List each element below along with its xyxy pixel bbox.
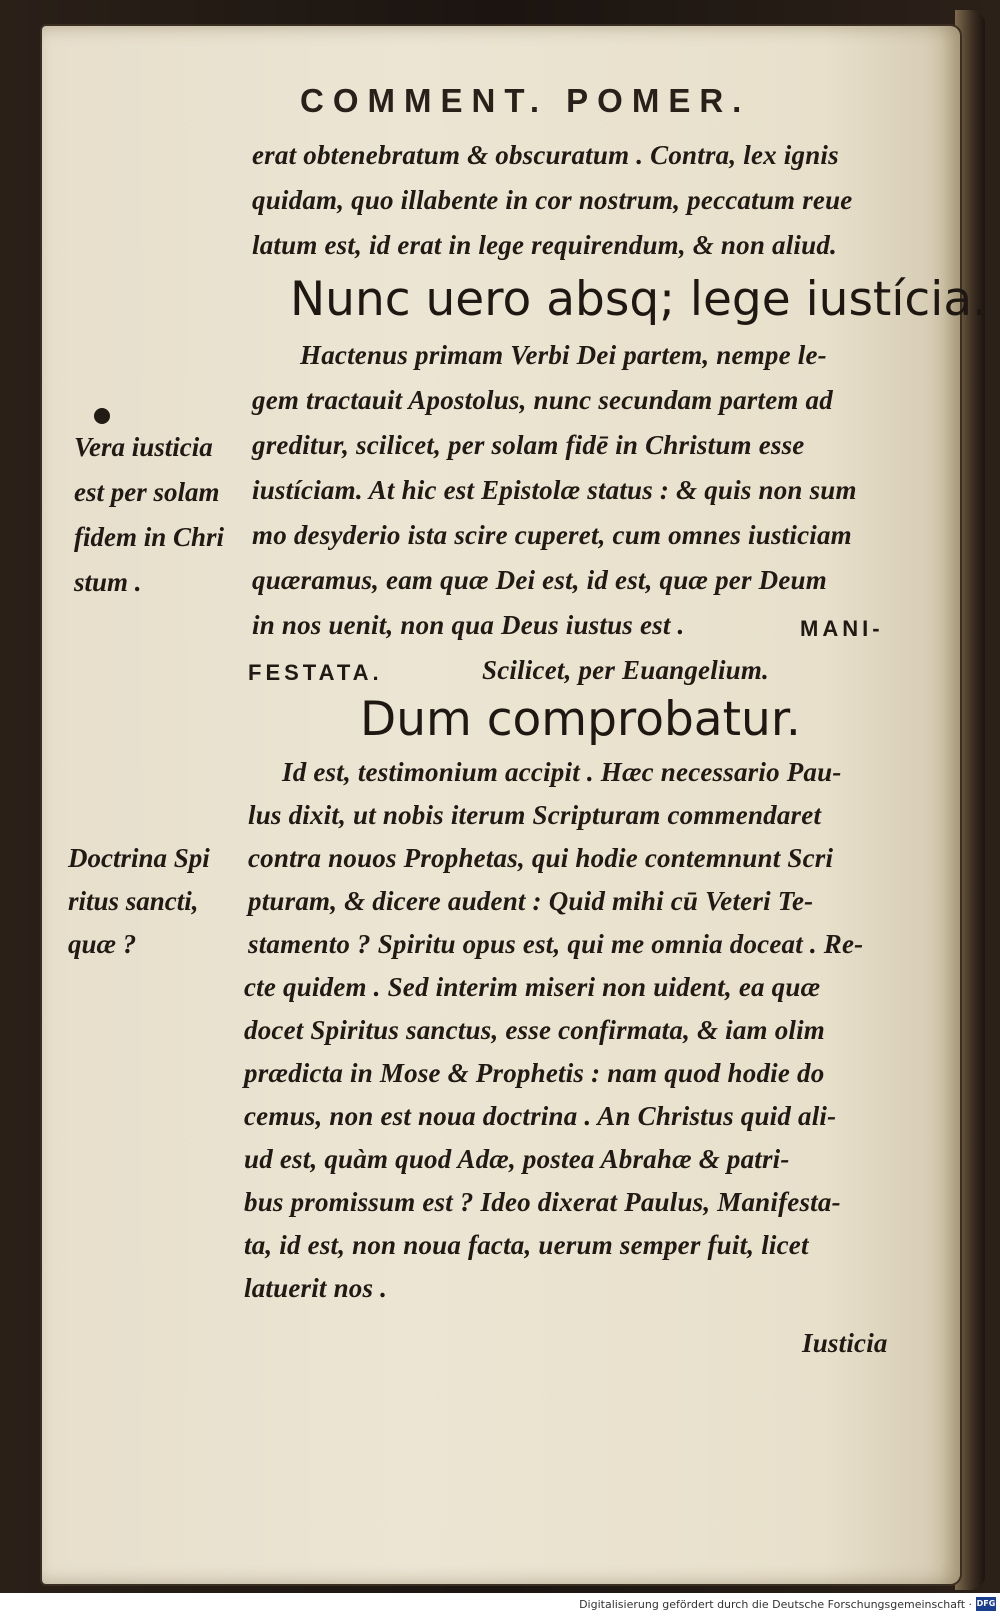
footer-credit: Digitalisierung gefördert durch die Deutsche Forschungsgemeinschaft · [579,1598,972,1611]
margin-note-line: Doctrina Spi [68,843,210,873]
text-line: iustíciam. At hic est Epistolæ status : & quis non sum [252,475,857,505]
margin-note-line: Vera iusticia [74,432,213,462]
text-line: gem tractauit Apostolus, nunc secundam partem ad [252,385,833,415]
text-line: Id est, testimonium accipit . Hæc necessario Pau- [282,757,842,787]
text-line: cemus, non est noua doctrina . An Christus quid ali- [244,1101,837,1131]
text-line: bus promissum est ? Ideo dixerat Paulus, Manifesta- [244,1187,841,1217]
text-line: greditur, scilicet, per solam fidē in Christum esse [252,430,805,460]
digitization-footer [0,1593,1000,1617]
margin-note-line: ritus sancti, [68,886,199,916]
text-line: ta, id est, non noua facta, uerum semper fuit, licet [244,1230,809,1260]
text-line: lus dixit, ut nobis iterum Scripturam commendaret [248,800,822,830]
rubric-heading: Dum comprobatur. [360,692,801,747]
margin-note-line: est per solam [74,477,220,507]
text-line: quæramus, eam quæ Dei est, id est, quæ per Deum [252,565,827,595]
text-line: Hactenus primam Verbi Dei partem, nempe le- [300,340,827,370]
text-line: erat obtenebratum & obscuratum . Contra, lex ignis [252,140,839,170]
text-line: stamento ? Spiritu opus est, qui me omnia doceat . Re- [248,929,864,959]
text-line: latuerit nos . [244,1273,388,1303]
text-line: ud est, quàm quod Adæ, postea Abrahæ & patri- [244,1144,790,1174]
catchword: Iusticia [802,1328,888,1358]
margin-note-line: stum . [74,567,142,597]
text-line: mo desyderio ista scire cuperet, cum omnes iusticiam [252,520,852,550]
text-line: latum est, id erat in lege requirendum, & non aliud. [252,230,837,260]
dfg-logo-icon: DFG [976,1597,996,1611]
running-head: COMMENT. POMER. [300,82,751,119]
text-line: Scilicet, per Euangelium. [482,655,770,685]
margin-marker-icon [94,408,110,424]
rubric-heading: Nunc uero absq; lege iustícia. [290,272,988,327]
text-line: pturam, & dicere audent : Quid mihi cū Veteri Te- [248,886,814,916]
text-line: contra nouos Prophetas, qui hodie contemnunt Scri [248,843,834,873]
text-line: in nos uenit, non qua Deus iustus est . [252,610,685,640]
text-line: docet Spiritus sanctus, esse confirmata, & iam olim [244,1015,825,1045]
text-line: quidam, quo illabente in cor nostrum, peccatum reue [252,185,853,215]
margin-note-line: fidem in Chri [74,522,225,552]
text-line: FESTATA. [248,660,383,685]
text-line: MANI- [800,616,884,641]
text-line: prædicta in Mose & Prophetis : nam quod hodie do [244,1058,825,1088]
text-line: cte quidem . Sed interim miseri non uident, ea quæ [244,972,821,1002]
margin-note-line: quæ ? [68,929,137,959]
